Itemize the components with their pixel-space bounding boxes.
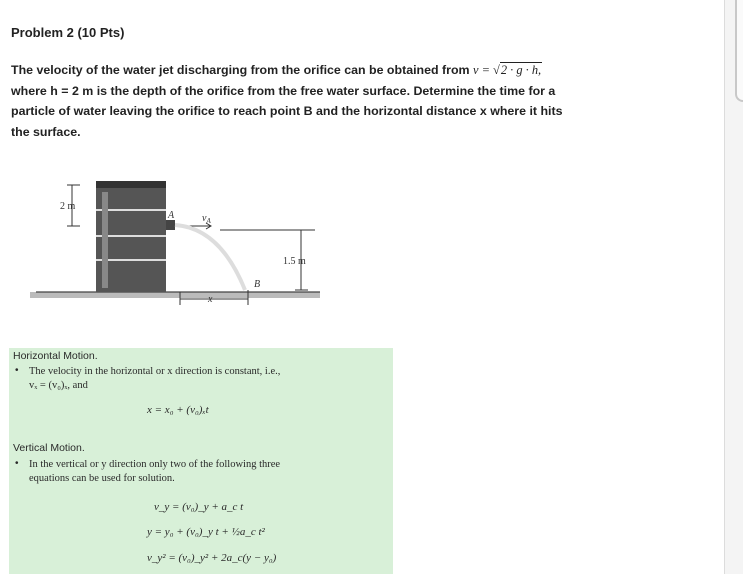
problem-line-1: The velocity of the water jet discharging from the orifice can be obtained from v = √2 · g · h,: [11, 63, 542, 77]
height-label: 1.5 m: [283, 256, 306, 267]
vertical-text-2: equations can be used for solution.: [29, 473, 175, 484]
vertical-equation-3: v_y² = (v₀)_y² + 2a_c(y − y₀): [147, 552, 277, 564]
vertical-equation-1: v_y = (v₀)_y + a_c t: [154, 501, 244, 513]
scroll-tab[interactable]: [735, 0, 743, 102]
horizontal-bullet: •: [15, 365, 19, 376]
problem-line-3: particle of water leaving the orifice to reach point B and the horizontal distance x where it hits: [11, 104, 563, 118]
velocity-label: $v_A$: [202, 213, 211, 225]
point-b-label: B: [254, 279, 261, 290]
x-label: x: [208, 294, 213, 305]
vertical-text-1: In the vertical or y direction only two of the following three: [29, 459, 281, 470]
horizontal-heading: Horizontal Motion.: [13, 350, 98, 362]
formula-radicand: 2 · g · h,: [500, 63, 542, 77]
reference-panel: [9, 348, 393, 574]
vertical-heading: Vertical Motion.: [13, 442, 85, 454]
sqrt-sign: √: [493, 63, 500, 77]
problem-line-4: the surface.: [11, 124, 81, 139]
formula-lhs: v =: [472, 63, 494, 77]
point-a-label: A: [168, 210, 175, 221]
depth-label: 2 m: [60, 201, 76, 212]
problem-statement: [11, 60, 701, 142]
orifice: [166, 220, 175, 230]
problem-title: Problem 2 (10 Pts): [11, 25, 125, 40]
problem-line-2: where h = 2 m is the depth of the orifice from the free water surface. Determine the time for a: [11, 83, 556, 98]
water-jet: [175, 225, 245, 290]
horizontal-equation: x = x₀ + (v₀)ₓt: [147, 404, 209, 416]
horizontal-text-1: The velocity in the horizontal or x direction is constant, i.e.,: [29, 366, 281, 377]
vertical-bullet: •: [15, 458, 19, 469]
tank-figure: [30, 178, 330, 313]
vertical-equation-2: y = y₀ + (v₀)_y t + ½a_c t²: [147, 526, 265, 538]
tank-rim: [96, 181, 166, 188]
horizontal-text-2: vₓ = (v₀)ₓ, and: [29, 380, 88, 391]
tank-shade: [102, 192, 108, 288]
ground-surface: [30, 292, 320, 298]
